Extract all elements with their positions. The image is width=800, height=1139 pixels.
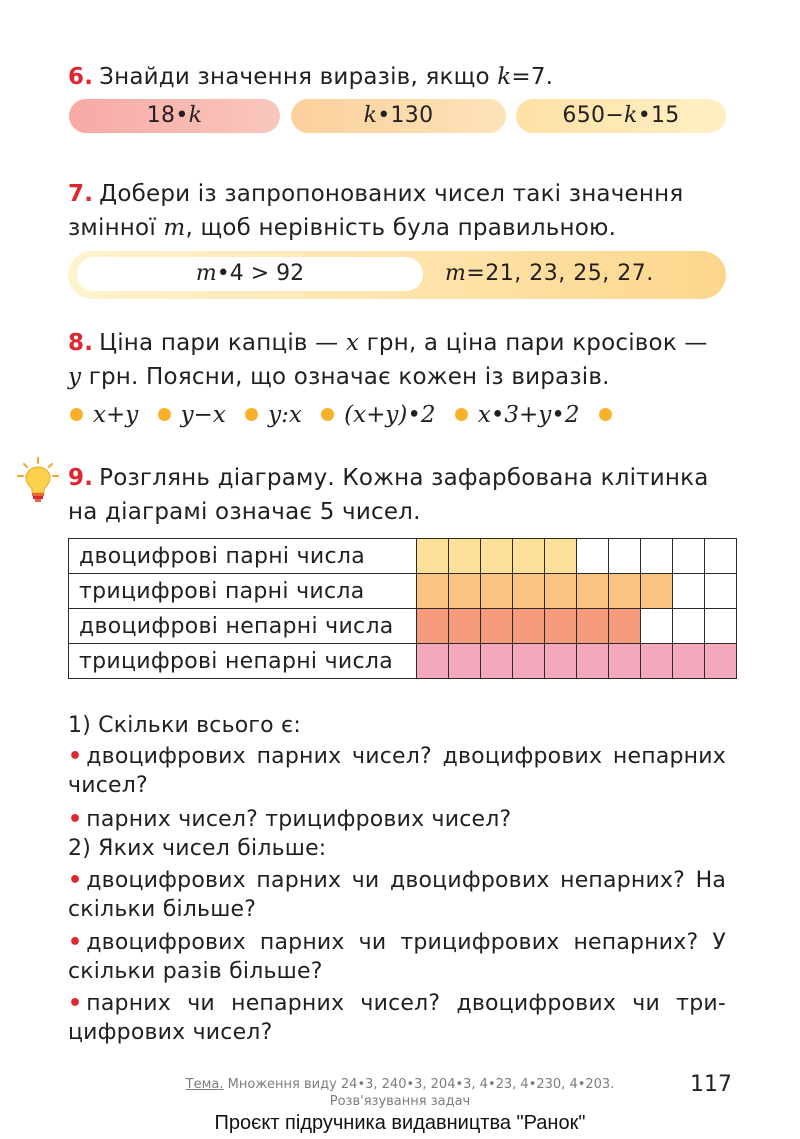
footer-subtopic: Розв'язування задач [329, 1094, 471, 1109]
task-7-statement [68, 177, 726, 245]
task-6-statement: 6. Знайди значення виразів, якщо k=7. [68, 64, 554, 90]
diagram-cell-filled [449, 609, 481, 644]
diagram-cell-empty [705, 574, 737, 609]
diagram-cell-empty [673, 574, 705, 609]
diagram-cell-empty [577, 539, 609, 574]
diagram-cell-filled [417, 644, 449, 679]
task-8-line-1: 8. Ціна пари капців — x грн, а ціна пари кросівок — [68, 330, 708, 356]
expression: y−x [180, 402, 226, 428]
diagram-cell-filled [577, 609, 609, 644]
question-1: 1) Скільки всього є: [68, 713, 301, 738]
diagram-cell-filled [609, 644, 641, 679]
publisher-note: Проєкт підручника видавництва "Ранок" [214, 1112, 586, 1134]
bullet-dot-icon [455, 408, 468, 421]
diagram-cell-empty [641, 539, 673, 574]
diagram-cell-filled [481, 609, 513, 644]
diagram-row [69, 644, 737, 679]
question-2: 2) Яких чисел більше: [68, 836, 327, 861]
question-1a: • двоцифрових парних чисел? двоцифрових непарних чисел? [68, 744, 726, 798]
diagram-cell-filled [449, 539, 481, 574]
diagram-cell-filled [417, 539, 449, 574]
diagram-cell-filled [513, 644, 545, 679]
diagram-cell-filled [513, 574, 545, 609]
expression-pill-1: 18•k [69, 99, 280, 133]
diagram-row-label: двоцифрові парні числа [69, 539, 417, 574]
diagram-row [69, 609, 737, 644]
diagram-cell-filled [449, 574, 481, 609]
diagram-cell-filled [513, 539, 545, 574]
diagram-row [69, 574, 737, 609]
diagram-cell-empty [609, 539, 641, 574]
expression-pill-3: 650−k•15 [516, 99, 726, 133]
diagram-cell-filled [641, 574, 673, 609]
diagram-cell-filled [481, 539, 513, 574]
diagram-cell-filled [673, 644, 705, 679]
lightbulb-icon [16, 456, 60, 504]
question-2a: • двоцифрових парних чи двоцифрових непарних? На скільки більше? [68, 868, 726, 922]
diagram-cell-filled [417, 609, 449, 644]
task-8-statement [68, 326, 726, 394]
expression: y:x [268, 402, 302, 428]
diagram-cell-empty [705, 539, 737, 574]
page-number: 117 [690, 1072, 732, 1097]
task-9-line-2: на діаграмі означає 5 чисел. [68, 499, 421, 525]
diagram-cell-filled [641, 644, 673, 679]
diagram-row-label: трицифрові парні числа [69, 574, 417, 609]
footer-topic: Тема. Множення виду 24•3, 240•3, 204•3, 4•23, 4•230, 4•203. [185, 1077, 615, 1092]
diagram-cell-filled [609, 574, 641, 609]
diagram-cell-filled [705, 644, 737, 679]
diagram-cell-filled [417, 574, 449, 609]
diagram-cell-filled [577, 574, 609, 609]
candidate-values: m=21, 23, 25, 27. [445, 261, 654, 286]
task-7-line-1: 7. Добери із запропонованих чисел такі значення [68, 181, 684, 207]
inequality-box: m•4 > 92 [77, 257, 423, 291]
expression: (x+y)•2 [344, 402, 436, 428]
diagram-cell-filled [577, 644, 609, 679]
diagram-cell-empty [705, 609, 737, 644]
expression: x+y [93, 402, 139, 428]
expression-list [68, 398, 622, 432]
task-9-statement [68, 461, 726, 529]
task-8-line-2: y грн. Поясни, що означає кожен із виразів. [68, 364, 610, 390]
diagram-row-label: трицифрові непарні числа [69, 644, 417, 679]
diagram-cell-empty [673, 609, 705, 644]
bullet-dot-icon [321, 408, 334, 421]
question-2b: • двоцифрових парних чи трицифрових непарних? У скільки разів більше? [68, 930, 726, 984]
bullet-dot-icon [245, 408, 258, 421]
diagram-row [69, 539, 737, 574]
diagram-cell-filled [513, 609, 545, 644]
question-1b: • парних чисел? трицифрових чисел? [68, 807, 512, 832]
task-7-line-2: змінної m, щоб нерівність була правильною. [68, 215, 617, 241]
expression: x•3+y•2 [477, 402, 580, 428]
diagram-cell-filled [545, 539, 577, 574]
diagram-cell-filled [449, 644, 481, 679]
diagram-cell-filled [609, 609, 641, 644]
expression-pill-2: k•130 [291, 99, 506, 133]
cell-diagram [68, 538, 737, 679]
diagram-cell-filled [481, 574, 513, 609]
diagram-row-label: двоцифрові непарні числа [69, 609, 417, 644]
bullet-dot-icon [599, 408, 612, 421]
diagram-cell-filled [545, 609, 577, 644]
question-2c: • парних чи непарних чисел? двоцифрових чи три-цифрових чисел? [68, 991, 726, 1045]
diagram-cell-filled [545, 574, 577, 609]
diagram-cell-filled [545, 644, 577, 679]
diagram-cell-empty [673, 539, 705, 574]
bullet-dot-icon [158, 408, 171, 421]
diagram-cell-filled [481, 644, 513, 679]
bullet-dot-icon [70, 408, 83, 421]
diagram-cell-empty [641, 609, 673, 644]
task-number: 6. [68, 64, 94, 90]
task-9-line-1: 9. Розглянь діаграму. Кожна зафарбована клітинка [68, 465, 709, 491]
